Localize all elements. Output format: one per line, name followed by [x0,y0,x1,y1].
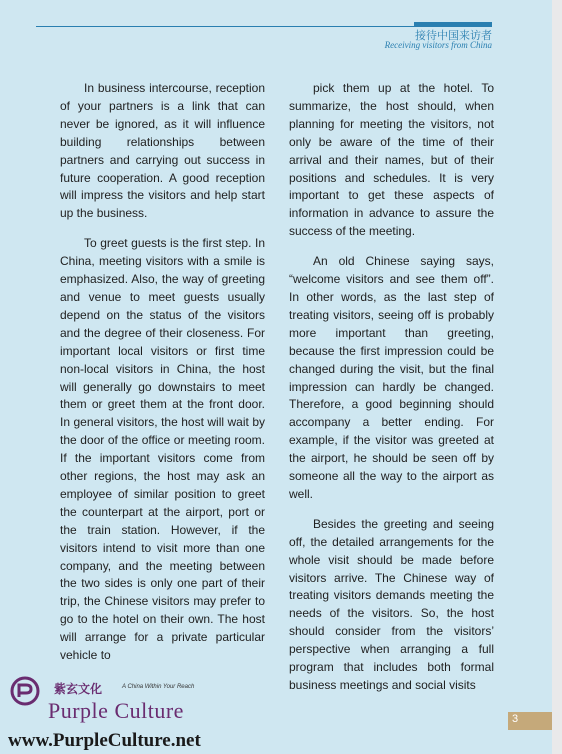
watermark-url: www.PurpleCulture.net [8,730,201,751]
paragraph: pick them up at the hotel. To summarize, the host should, when planning for meeting the visitors, not only be aware of the time of their arrival and their names, but of their positions and schedules. It is very important to get these aspects of information in advance to assure the success of the meeting. [289,81,494,239]
paragraph: An old Chinese saying says, “welcome visitors and see them off”. In other words, as the last step of treating visitors, seeing off is probably more important than greeting, because the first impression could be changed during the visit, but the final impression can hardly be changed. Therefore, a good beginning should accompany a better ending. For example, if the visitor was greeted at the airport, he should be seen off by someone all the way to the airport as well. [289,254,494,501]
watermark-logo-icon [10,676,40,706]
running-header-chinese: 接待中国来访者 [415,30,492,42]
left-margin-band [0,0,36,754]
watermark-brand-name: Purple Culture [48,698,184,723]
watermark-tagline: A China Within Your Reach [122,684,195,690]
running-header-english: Receiving visitors from China [384,40,492,50]
paragraph: Besides the greeting and seeing off, the detailed arrangements for the whole visit should be made before visitors arrive. The Chinese way of treating visitors demands meeting the needs of the visitors. So, the host should consider from the visitors’ perspective when arranging a full program that includes both formal business meetings and social visits [289,516,494,692]
right-column [289,80,494,707]
page-number: 3 [512,713,519,725]
header-accent-bar [414,22,492,26]
watermark-brand-chinese: 紫玄文化 [54,682,103,696]
paragraph: In business intercourse, reception of your partners is a link that can never be ignored, as it will influence building relationships between partners and carrying out success in future cooperation. A good reception will impress the visitors and help start up the business. [60,81,265,221]
paragraph: To greet guests is the first step. In China, meeting visitors with a smile is emphasized. Also, the way of greeting and venue to meet guests usually depend on the status of the visitors and the degree of their closeness. For important local visitors or first time non-local visitors in China, the host will generally go downstairs to meet them or greet them at the front door. In general visitors, the host will wait by the door of the office or meeting room. If the important visitors come from other regions, the host may ask an employee of similar position to greet the counterpart at the airport, port or the train station. However, if the visitors intend to visit more than one company, and the meeting between the two sides is only one part of their trip, the Chinese visitors may prefer to go to the hotel on their own. The host will arrange for a private particular vehicle to [60,236,265,663]
left-column [60,80,265,677]
